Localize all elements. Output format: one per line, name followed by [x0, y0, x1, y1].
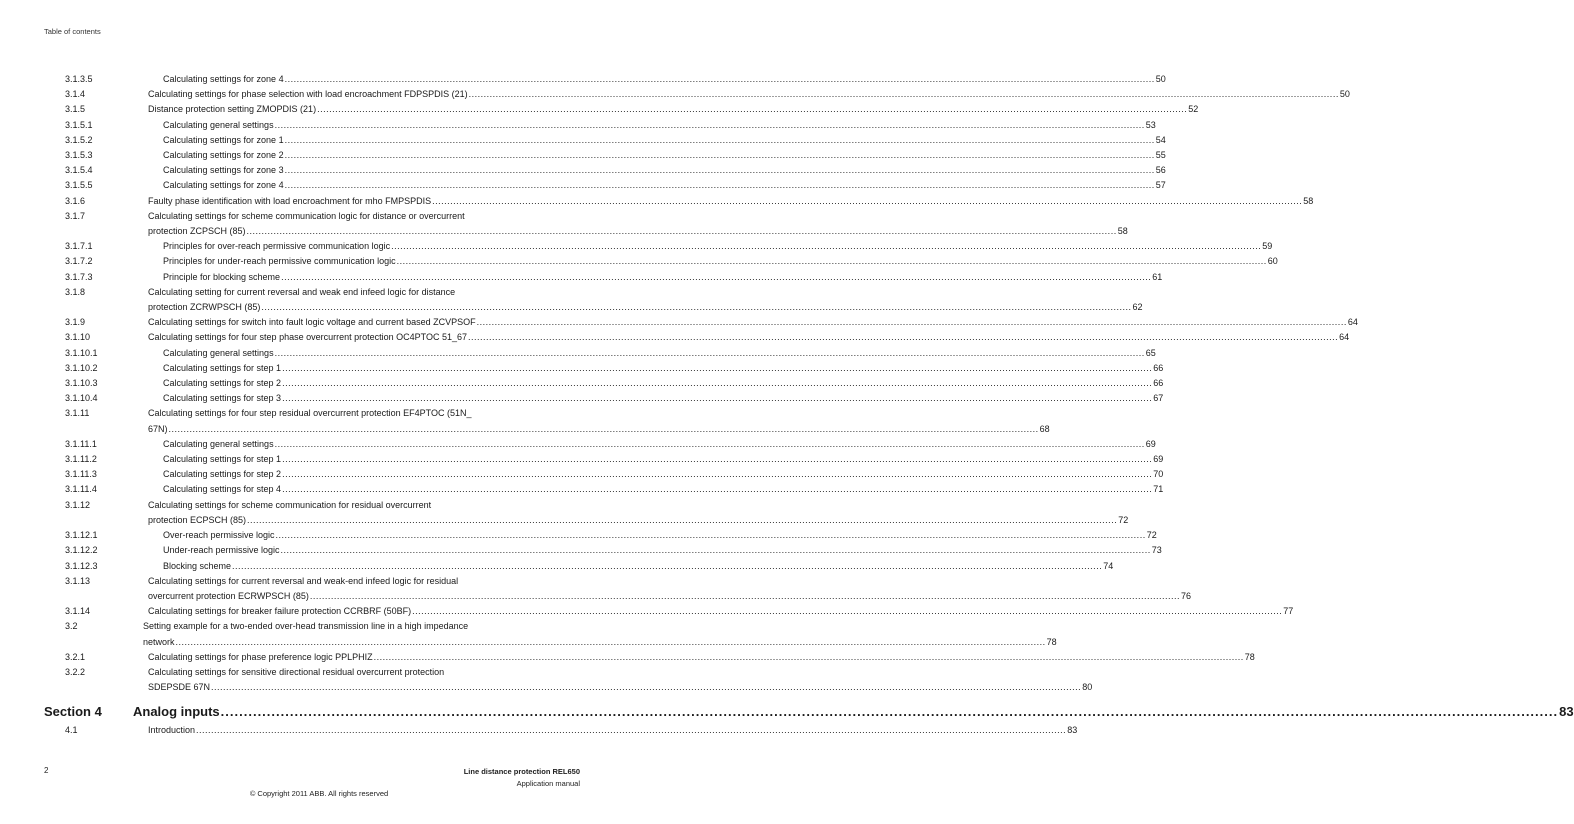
- toc-entry-page: 50: [1155, 74, 1166, 84]
- toc-entry-number: 3.1.5.2: [65, 134, 93, 145]
- toc-entry-title-line: Calculating general settings: [163, 119, 274, 130]
- toc-entry-page: 56: [1155, 165, 1166, 176]
- toc-entry-title-line: Over-reach permissive logic: [163, 530, 275, 541]
- toc-entry-page: 53: [1145, 119, 1156, 130]
- toc-entry-number: 3.1.12.2: [65, 545, 98, 556]
- dot-leader: [281, 543, 1151, 558]
- toc-entry-page: 68: [1039, 423, 1050, 434]
- toc-entry-number: 3.1.5.3: [65, 150, 93, 161]
- toc-entry-page: 60: [1267, 256, 1278, 267]
- toc-entry-number: 3.1.7: [65, 210, 86, 221]
- toc-entry-number: 3.1.9: [65, 317, 86, 328]
- toc-entry[interactable]: [44, 452, 1164, 467]
- toc-entry[interactable]: [44, 498, 1129, 528]
- toc-entry-title-line: Analog inputs: [133, 704, 220, 720]
- dot-leader: [275, 118, 1145, 133]
- toc-entry-title-line: Calculating settings for zone 1: [163, 134, 284, 145]
- toc-entry-page: 70: [1153, 469, 1164, 480]
- toc-entry-number: 3.1.3.5: [65, 74, 93, 84]
- dot-leader: [285, 148, 1155, 163]
- toc-entry-page: 64: [1339, 332, 1350, 343]
- toc-entry-number: 3.1.10: [65, 332, 91, 343]
- toc-entry-number: 3.1.10.1: [65, 347, 98, 358]
- toc-entry[interactable]: [44, 619, 1057, 649]
- toc-entry-page: 64: [1347, 317, 1358, 328]
- toc-entry-title-line: Calculating settings for current reversal and weak-end infeed logic for residual: [148, 575, 459, 586]
- dot-leader: [232, 559, 1102, 574]
- section-heading[interactable]: [44, 703, 1574, 721]
- toc-entry-number: 3.1.11.2: [65, 454, 97, 465]
- toc-entry-title-line: Principles for under-reach permissive communication logic: [163, 256, 396, 267]
- toc-entry-title-line: protection ECPSCH (85): [148, 514, 247, 525]
- toc-entry-number: 3.1.5: [65, 104, 86, 115]
- toc-entry-page: 76: [1181, 590, 1192, 601]
- dot-leader: [412, 604, 1282, 619]
- dot-leader: [469, 87, 1339, 102]
- toc-entry-page: 66: [1153, 362, 1164, 373]
- toc-entry-title: [148, 254, 1278, 269]
- toc-entry[interactable]: [44, 239, 1273, 254]
- dot-leader: [281, 270, 1151, 285]
- toc-entry-title: [133, 703, 1574, 721]
- toc-entry-title-line: Calculating settings for scheme communication logic for distance or overcurrent: [148, 210, 465, 221]
- toc-entry-page: 61: [1152, 271, 1163, 282]
- toc-entry-title: [148, 178, 1166, 193]
- toc-entry-title-line: Calculating settings for zone 4: [163, 180, 284, 191]
- toc-entry-number: 3.2.1: [65, 651, 86, 662]
- dot-leader: [282, 391, 1152, 406]
- dot-leader: [391, 239, 1261, 254]
- toc-entry-title: [148, 574, 1191, 604]
- toc-entry-title-line: Calculating settings for zone 4: [163, 74, 284, 84]
- dot-leader: [477, 315, 1347, 330]
- toc-entry-title-line: Calculating settings for step 4: [163, 484, 282, 495]
- toc-entry-title: [148, 361, 1163, 376]
- toc-entry-number: 3.1.13: [65, 575, 91, 586]
- toc-entry[interactable]: [44, 650, 1255, 665]
- toc-entry-title: [148, 452, 1163, 467]
- toc-entry-title-line: Under-reach permissive logic: [163, 545, 280, 556]
- toc-entry[interactable]: [44, 254, 1278, 269]
- toc-entry-page: 57: [1155, 180, 1166, 191]
- toc-entry-title-line: Calculating general settings: [163, 438, 274, 449]
- dot-leader: [282, 376, 1152, 391]
- toc-entry-title: [148, 437, 1156, 452]
- toc-entry-title: [148, 665, 1092, 695]
- dot-leader: [275, 437, 1145, 452]
- toc-entry-title: [148, 72, 1166, 87]
- toc-entry-title-line: Calculating settings for step 1: [163, 362, 282, 373]
- toc-entry-title-line: Faulty phase identification with load encroachment for mho FMPSPDIS: [148, 195, 432, 206]
- toc-entry-number: 3.1.12.1: [65, 530, 98, 541]
- toc-entry-number: 4.1: [65, 725, 78, 736]
- dot-leader: [282, 482, 1152, 497]
- dot-leader: [317, 102, 1187, 117]
- toc-entry-page: 83: [1067, 725, 1078, 736]
- toc-entry[interactable]: [44, 118, 1156, 133]
- toc-entry[interactable]: [44, 133, 1166, 148]
- toc-entry-page: 83: [1559, 704, 1574, 720]
- toc-entry-title: [148, 604, 1293, 619]
- toc-entry-title: [148, 543, 1162, 558]
- toc-entry-title: [148, 723, 1077, 738]
- toc-entry-number: 3.1.10.2: [65, 362, 98, 373]
- toc-entry-page: 73: [1151, 545, 1162, 556]
- toc-entry-title-line: Setting example for a two-ended over-head transmission line in a high impedance: [143, 621, 469, 632]
- toc-entry[interactable]: [44, 723, 1078, 738]
- document-type: Application manual: [516, 779, 580, 788]
- toc-entry[interactable]: [44, 209, 1128, 239]
- toc-entry-page: 67: [1153, 393, 1164, 404]
- toc-entry-page: 54: [1155, 134, 1166, 145]
- toc-entry-number: 3.1.11.4: [65, 484, 97, 495]
- toc-entry[interactable]: [44, 346, 1156, 361]
- toc-entry-title-line: Principles for over-reach permissive communication logic: [163, 241, 391, 252]
- dot-leader: [176, 635, 1046, 650]
- toc-entry-number: 3.1.5.1: [65, 119, 93, 130]
- toc-entry-title-line: protection ZCRWPSCH (85): [148, 302, 261, 313]
- dot-leader: [285, 178, 1155, 193]
- dot-leader: [310, 589, 1180, 604]
- toc-entry-number: 3.2.2: [65, 666, 86, 677]
- toc-entry[interactable]: [44, 148, 1166, 163]
- toc-entry-title-line: Calculating settings for four step residual overcurrent protection EF4PTOC (51N_: [148, 408, 472, 419]
- toc-entry-title: [148, 330, 1349, 345]
- toc-entry-page: 58: [1117, 226, 1128, 237]
- toc-entry[interactable]: [44, 102, 1199, 117]
- toc-entry[interactable]: [44, 361, 1164, 376]
- toc-entry-page: 62: [1132, 302, 1143, 313]
- toc-entry[interactable]: [44, 665, 1093, 695]
- toc-entry-title-line: Calculating settings for sensitive directional residual overcurrent protection: [148, 666, 445, 677]
- dot-leader: [397, 254, 1267, 269]
- dot-leader: [374, 650, 1244, 665]
- toc-entry-title-line: Principle for blocking scheme: [163, 271, 281, 282]
- toc-entry[interactable]: [44, 559, 1114, 574]
- dot-leader: [247, 513, 1117, 528]
- toc-entry-page: 71: [1153, 484, 1164, 495]
- toc-entry-title: [148, 391, 1163, 406]
- table-of-contents: [44, 72, 1574, 739]
- toc-entry-title: [148, 467, 1163, 482]
- toc-entry-title: [148, 498, 1128, 528]
- toc-entry[interactable]: [44, 87, 1350, 102]
- toc-entry-number: 3.1.5.5: [65, 180, 93, 191]
- dot-leader: [282, 452, 1152, 467]
- page-number: 2: [44, 766, 49, 775]
- dot-leader: [285, 133, 1155, 148]
- toc-entry[interactable]: [44, 285, 1143, 315]
- toc-entry-title-line: Calculating general settings: [163, 347, 274, 358]
- toc-entry[interactable]: [44, 467, 1164, 482]
- toc-entry-title: [148, 482, 1163, 497]
- toc-entry-page: 69: [1153, 454, 1164, 465]
- toc-entry[interactable]: [44, 604, 1294, 619]
- toc-entry-page: 50: [1339, 89, 1350, 100]
- toc-entry-title-line: Calculating settings for scheme communication for residual overcurrent: [148, 499, 432, 510]
- toc-entry-title: [148, 148, 1166, 163]
- dot-leader: [275, 346, 1145, 361]
- toc-entry-page: 65: [1145, 347, 1156, 358]
- toc-entry[interactable]: [44, 330, 1350, 345]
- toc-entry-title: [148, 406, 1050, 436]
- toc-entry-title-line: network: [143, 636, 175, 647]
- toc-entry-title: [148, 315, 1358, 330]
- toc-entry-title: [148, 133, 1166, 148]
- toc-entry-page: 78: [1046, 636, 1057, 647]
- toc-entry-page: 74: [1103, 560, 1114, 571]
- dot-leader: [432, 194, 1302, 209]
- toc-entry-number: 3.1.7.2: [65, 256, 93, 267]
- dot-leader: [285, 72, 1155, 87]
- toc-entry[interactable]: [44, 528, 1157, 543]
- toc-entry-page: 77: [1283, 606, 1294, 617]
- toc-entry-number: 3.2: [65, 621, 78, 632]
- dot-leader: [282, 361, 1152, 376]
- toc-entry-title-line: Calculating settings for step 2: [163, 378, 282, 389]
- toc-entry-title: [148, 194, 1313, 209]
- copyright-notice: © Copyright 2011 ABB. All rights reserved: [249, 789, 389, 798]
- toc-entry-number: 3.1.11.1: [65, 438, 97, 449]
- toc-entry-number: Section 4: [44, 704, 102, 720]
- toc-entry-number: 3.1.12.3: [65, 560, 98, 571]
- toc-entry-title-line: Calculating settings for step 3: [163, 393, 282, 404]
- dot-leader: [285, 163, 1155, 178]
- toc-entry-page: 78: [1244, 651, 1255, 662]
- dot-leader: [468, 330, 1338, 345]
- toc-entry-page: 72: [1146, 530, 1157, 541]
- toc-entry-title-line: Calculating settings for zone 2: [163, 150, 284, 161]
- dot-leader: [282, 467, 1152, 482]
- toc-entry-title: [148, 239, 1272, 254]
- toc-entry-title: [148, 528, 1157, 543]
- toc-entry-number: 3.1.4: [65, 89, 86, 100]
- toc-entry-page: 55: [1155, 150, 1166, 161]
- toc-entry-number: 3.1.12: [65, 499, 91, 510]
- toc-entry-title-line: Calculating settings for switch into fault logic voltage and current based ZCVPSOF: [148, 317, 476, 328]
- toc-entry[interactable]: [44, 315, 1358, 330]
- toc-entry-number: 3.1.7.1: [65, 241, 93, 252]
- dot-leader: [247, 224, 1117, 239]
- dot-leader: [261, 300, 1131, 315]
- toc-entry-number: 3.1.10.4: [65, 393, 98, 404]
- toc-entry[interactable]: [44, 194, 1314, 209]
- toc-entry[interactable]: [44, 163, 1166, 178]
- toc-entry-number: 3.1.10.3: [65, 378, 98, 389]
- toc-entry-number: 3.1.5.4: [65, 165, 93, 176]
- toc-entry-title-line: Calculating settings for phase preference logic PPLPHIZ: [148, 651, 373, 662]
- toc-entry-title: [148, 285, 1143, 315]
- toc-entry-page: 80: [1082, 682, 1093, 693]
- toc-entry-number: 3.1.8: [65, 286, 86, 297]
- toc-entry-page: 72: [1118, 514, 1129, 525]
- toc-entry-title: [148, 650, 1255, 665]
- toc-entry-page: 58: [1303, 195, 1314, 206]
- product-name: Line distance protection REL650: [463, 767, 580, 776]
- toc-entry[interactable]: [44, 437, 1156, 452]
- toc-entry-title: [148, 87, 1350, 102]
- dot-leader: [221, 703, 1558, 721]
- dot-leader: [169, 422, 1039, 437]
- toc-entry-title-line: 67N): [148, 423, 168, 434]
- toc-entry-title: [148, 163, 1166, 178]
- toc-entry[interactable]: [44, 543, 1162, 558]
- toc-entry-number: 3.1.11.3: [65, 469, 97, 480]
- toc-entry[interactable]: [44, 178, 1166, 193]
- toc-entry-title: [148, 376, 1163, 391]
- toc-entry-title-line: Calculating settings for zone 3: [163, 165, 284, 176]
- toc-entry-page: 69: [1145, 438, 1156, 449]
- toc-entry-title-line: overcurrent protection ECRWPSCH (85): [148, 590, 309, 601]
- toc-entry-number: 3.1.14: [65, 606, 91, 617]
- toc-entry-title: [148, 270, 1162, 285]
- toc-entry[interactable]: [44, 574, 1192, 604]
- toc-entry-title-line: Calculating settings for breaker failure protection CCRBRF (50BF): [148, 606, 412, 617]
- toc-entry-title: [148, 559, 1113, 574]
- toc-entry-title: [148, 209, 1128, 239]
- footer-product-info: [464, 766, 580, 790]
- running-header: Table of contents: [44, 27, 101, 36]
- toc-entry-title-line: Distance protection setting ZMOPDIS (21): [148, 104, 317, 115]
- toc-entry-title-line: Introduction: [148, 725, 196, 736]
- toc-entry-title-line: Calculating setting for current reversal and weak end infeed logic for distance: [148, 286, 456, 297]
- toc-entry-page: 66: [1153, 378, 1164, 389]
- toc-entry-title: [148, 102, 1198, 117]
- dot-leader: [211, 680, 1081, 695]
- toc-entry[interactable]: [44, 72, 1166, 87]
- dot-leader: [276, 528, 1146, 543]
- toc-entry[interactable]: [44, 391, 1164, 406]
- toc-entry-page: 59: [1262, 241, 1273, 252]
- toc-entry-title: [143, 619, 1057, 649]
- toc-entry-title-line: SDEPSDE 67N: [148, 682, 211, 693]
- toc-entry[interactable]: [44, 270, 1163, 285]
- toc-entry[interactable]: [44, 482, 1164, 497]
- toc-entry[interactable]: [44, 406, 1050, 436]
- toc-entry-title: [148, 346, 1156, 361]
- toc-entry-title-line: Calculating settings for step 2: [163, 469, 282, 480]
- toc-entry-number: 3.1.11: [65, 408, 90, 419]
- toc-entry-page: 52: [1188, 104, 1199, 115]
- toc-entry-title-line: Calculating settings for step 1: [163, 454, 282, 465]
- toc-entry-title-line: Blocking scheme: [163, 560, 232, 571]
- toc-entry-title: [148, 118, 1156, 133]
- toc-entry-number: 3.1.7.3: [65, 271, 93, 282]
- dot-leader: [196, 723, 1066, 738]
- toc-entry-number: 3.1.6: [65, 195, 86, 206]
- toc-entry[interactable]: [44, 376, 1164, 391]
- toc-entry-title-line: protection ZCPSCH (85): [148, 226, 246, 237]
- toc-entry-title-line: Calculating settings for phase selection with load encroachment FDPSPDIS (21): [148, 89, 468, 100]
- toc-entry-title-line: Calculating settings for four step phase overcurrent protection OC4PTOC 51_67: [148, 332, 468, 343]
